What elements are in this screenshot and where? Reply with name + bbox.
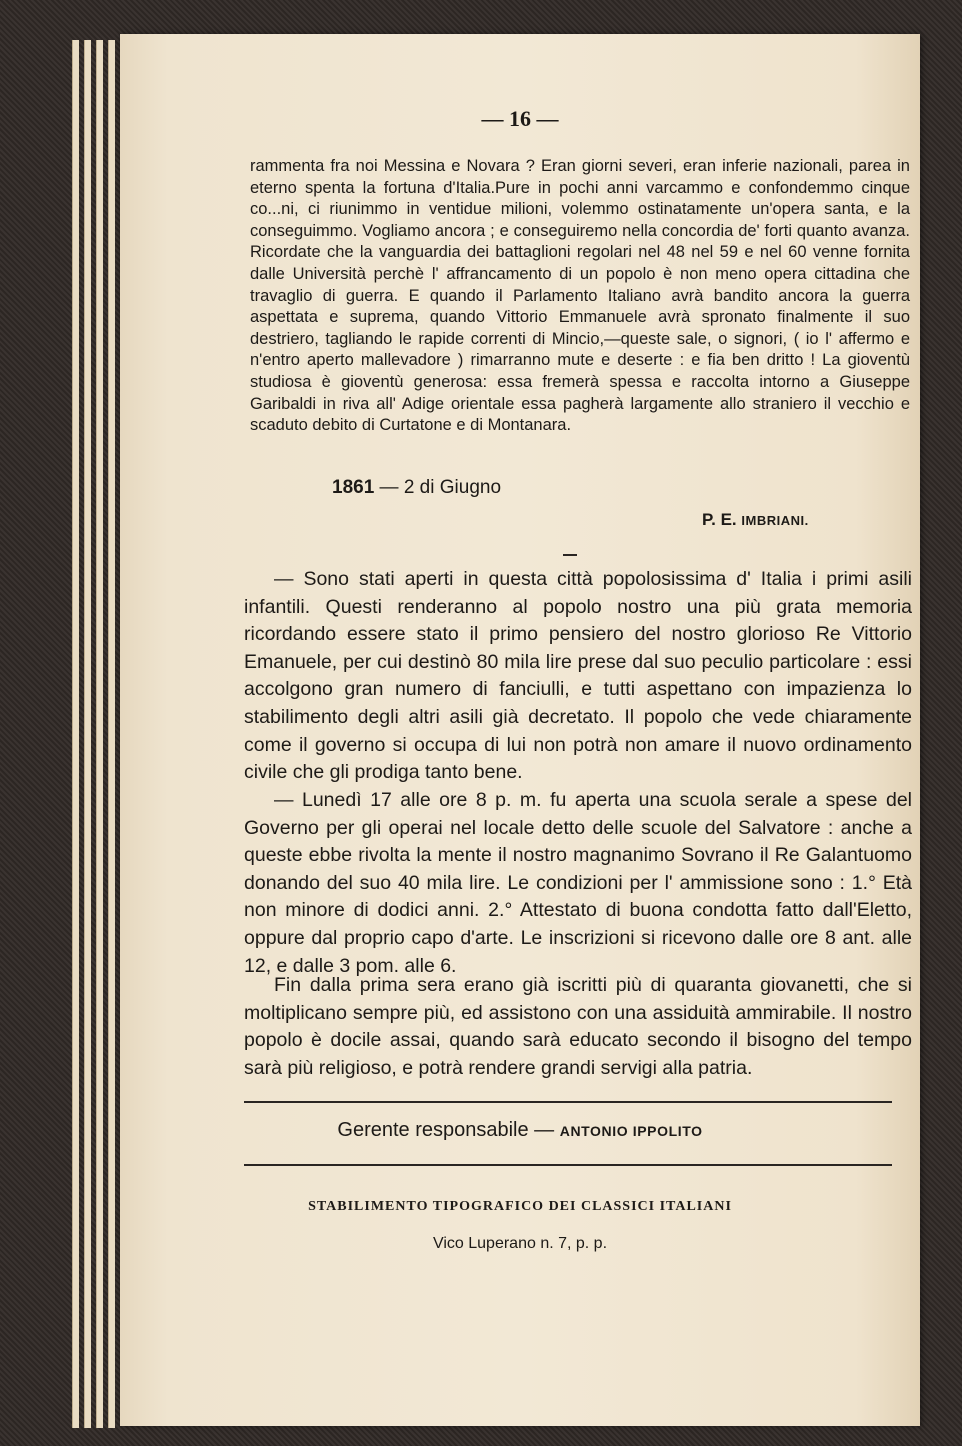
opening-paragraph: rammenta fra noi Messina e Novara ? Eran giorni severi, eran inferie nazionali, parea in eterno spenta la fortuna d'Italia.Pure in pochi anni varcammo e confondemmo cinque co...ni, ci riunimmo in ventidue milioni, volemmo ostinatamente un'opera santa, e la conseguimmo. Vogliamo ancora ; e conseguiremo nella concordia de' forti quanto avanza. Ricordate che la vanguardia dei battaglioni regolari nel 48 nel 59 e nel 60 venne fornita dalle Università perchè l' affrancamento di un popolo è non meno opera cittadina che travaglio di guerra. E quando il Parlamento Italiano avrà bandito ancora la guerra aspettata e suprema, quando Vittorio Emmanuele avrà spronato finalmente il suo destriero, tagliando le rapide correnti di Mincio,—queste sale, o signori, ( io l' affermo e n'entro aperto mallevadore ) rimarranno mute e deserte : e fia ben dritto ! La gioventù studiosa è gioventù generosa: essa fremerà spessa e raccolta intorno a Giuseppe Garibaldi in riva all' Adige orientale essa pagherà largamente allo straniero il vecchio e scaduto debito di Curtatone e di Montanara. [250, 157, 910, 435]
signature-name: IMBRIANI. [741, 513, 809, 528]
dateline [332, 477, 501, 499]
gerente-line [120, 1119, 920, 1142]
news-item-scuola-serale [244, 787, 912, 980]
gerente-name: ANTONIO IPPOLITO [559, 1123, 703, 1139]
signature [702, 510, 809, 530]
date-rest: — 2 di Giugno [374, 477, 502, 498]
page-edge [96, 40, 103, 1428]
news-text: — Sono stati aperti in questa città popolosissima d' Italia i primi asili infantili. Questi renderanno al popolo nostro una più grata memoria ricordando essere stato il primo pensiero del nostro glorioso Re Vittorio Emanuele, per cui destinò 80 mila lire prese dal suo peculio particolare : essi accolgono gran numero di fanciulli, e tutti aspettano con impazienza lo stabilimento degli altri asili già decretato. Il popolo che vede chiaramente come il governo si occupa di lui non potrà non amare il nuovo ordinamento civile che gli prodiga tanto bene. [244, 568, 912, 784]
news-item-iscritti [244, 972, 912, 1082]
printer-address: Vico Luperano n. 7, p. p. [432, 1235, 608, 1252]
page-number: — 16 — [481, 106, 559, 131]
horizontal-rule [244, 1164, 892, 1166]
section-divider [563, 554, 577, 556]
news-text: Fin dalla prima sera erano già iscritti più di quaranta giovanetti, che si moltiplicano sempre più, ed assistono con una assiduità ammirabile. Il nostro popolo è docile assai, quando sarà educato secondo il bisogno del tempo sarà più religioso, e potrà rendere grandi servigi alla patria. [244, 974, 912, 1079]
signature-initials: P. E. [702, 510, 742, 529]
news-item-asili [244, 566, 912, 787]
news-text: — Lunedì 17 alle ore 8 p. m. fu aperta una scuola serale a spese del Governo per gli operai nel locale detto delle scuole del Salvatore : anche a queste ebbe rivolta la mente il nostro magnanimo Sovrano il Re Galantuomo donando del suo 40 mila lire. Le condizioni per l' ammissione sono : 1.° Età non minore di dodici anni. 2.° Attestato di buona condotta fatto dall'Eletto, oppure dal proprio capo d'arte. Le inscrizioni si ricevono dalle ore 8 ant. alle 12, e dalle 3 pom. alle 6. [244, 789, 912, 977]
page-edge [84, 40, 91, 1428]
book-page [120, 34, 920, 1426]
printer-name: STABILIMENTO TIPOGRAFICO DEI CLASSICI ITALIANI [308, 1199, 732, 1214]
page-edge [72, 40, 79, 1428]
horizontal-rule [244, 1101, 892, 1103]
gerente-label: Gerente responsabile — [337, 1119, 560, 1141]
page-edge [108, 40, 115, 1428]
date-year: 1861 [332, 477, 375, 498]
